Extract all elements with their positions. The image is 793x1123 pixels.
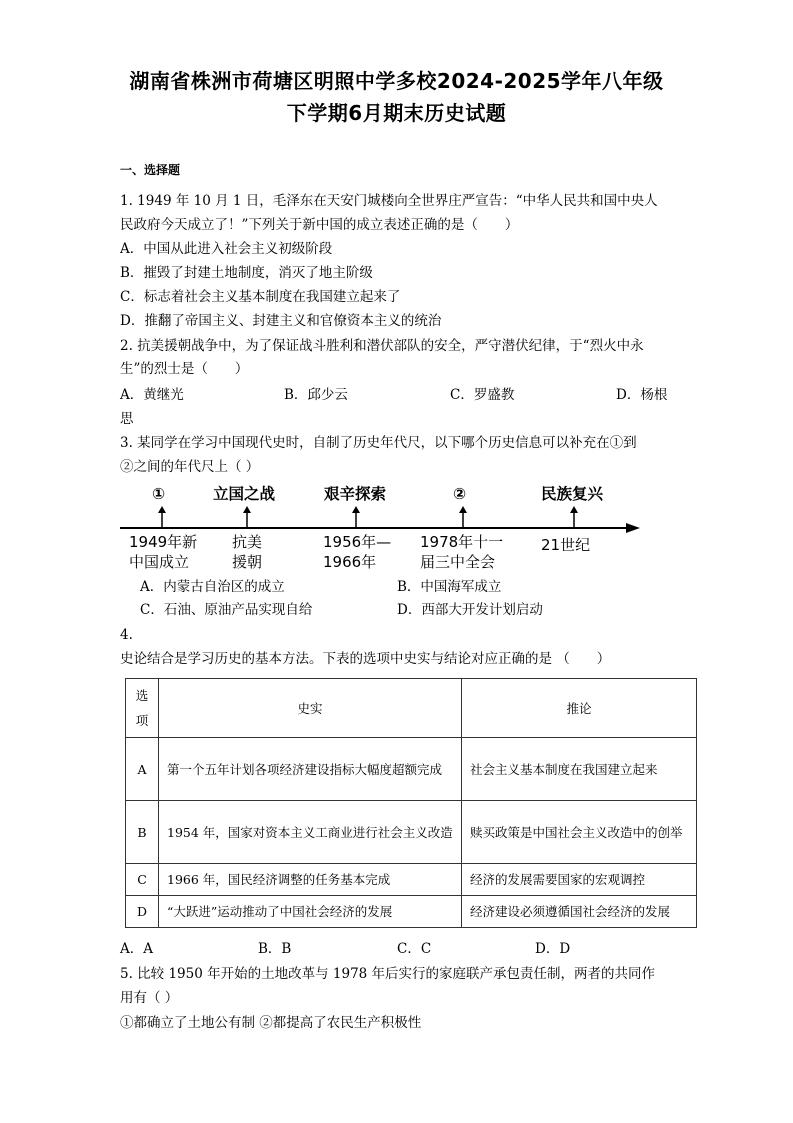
- timeline-label-marker-1: ①: [152, 485, 166, 503]
- q3-option-d: D．西部大开发计划启动: [397, 602, 543, 618]
- table-cell-conclusion: 经济建设必须遵循国社会经济的发展: [462, 896, 697, 928]
- q4-option-a: A．A: [120, 941, 153, 957]
- timeline-tick-2: [243, 506, 251, 528]
- timeline-date-1949-line2: 中国成立: [129, 553, 190, 571]
- timeline-date-korea-line2: 援朝: [232, 553, 263, 571]
- q4-option-d: D．D: [535, 941, 571, 957]
- timeline-label-marker-2: ②: [453, 485, 467, 503]
- timeline-date-1978-line2: 届三中全会: [420, 553, 496, 571]
- q1-stem-line1: 1. 1949 年 10 月 1 日，毛泽东在天安门城楼向全世界庄严宣告：“中华人民共和国中央人: [120, 193, 658, 209]
- table-cell-conclusion: 赎买政策是中国社会主义改造中的创举: [462, 801, 697, 864]
- q2-option-a: A．黄继光: [120, 387, 184, 403]
- timeline-label-war: 立国之战: [213, 485, 276, 503]
- q2-stem-line2: 生”的烈士是（ ）: [120, 361, 249, 377]
- table-cell-conclusion: 社会主义基本制度在我国建立起来: [462, 738, 697, 801]
- q1-option-b: B．摧毁了封建土地制度，消灭了地主阶级: [120, 265, 373, 281]
- q4-option-c: C．C: [397, 941, 432, 957]
- table-cell-fact: 第一个五年计划各项经济建设指标大幅度超额完成: [159, 738, 462, 801]
- table-row: [126, 801, 697, 864]
- q1-stem-line2: 民政府今天成立了！”下列关于新中国的成立表述正确的是（ ）: [120, 217, 519, 233]
- q4-option-b: B．B: [258, 941, 292, 957]
- q2-option-b: B．邱少云: [284, 387, 348, 403]
- q4-number: 4.: [120, 627, 133, 643]
- table-cell-option: A: [126, 738, 159, 801]
- q5-items: ①都确立了土地公有制 ②都提高了农民生产积极性: [120, 1015, 422, 1031]
- table-cell-conclusion: 经济的发展需要国家的宏观调控: [462, 864, 697, 896]
- timeline-tick-4: [459, 506, 467, 528]
- q3-stem-line1: 3. 某同学在学习中国现代史时，自制了历史年代尺，以下哪个历史信息可以补充在①到: [120, 435, 637, 451]
- timeline-tick-1: [158, 506, 166, 528]
- timeline-date-1956-line1: 1956年—: [323, 533, 392, 551]
- table-cell-fact: 1954 年，国家对资本主义工商业进行社会主义改造: [159, 801, 462, 864]
- table-cell-option: D: [126, 896, 159, 928]
- q1-option-a: A．中国从此进入社会主义初级阶段: [120, 241, 333, 257]
- q2-option-c: C．罗盛教: [450, 387, 515, 403]
- table-row: [126, 896, 697, 928]
- q1-option-d: D．推翻了帝国主义、封建主义和官僚资本主义的统治: [120, 313, 442, 329]
- timeline-date-1949-line1: 1949年新: [129, 533, 198, 551]
- q4-stem: 史论结合是学习历史的基本方法。下表的选项中史实与结论对应正确的是 （ ）: [120, 651, 611, 667]
- exam-title-line2: 下学期6月期末历史试题: [286, 101, 507, 125]
- section-heading-choice: 一、选择题: [120, 163, 181, 177]
- timeline-arrowhead: [626, 523, 640, 533]
- table-cell-fact: “大跃进”运动推动了中国社会经济的发展: [159, 896, 462, 928]
- table-cell-option: C: [126, 864, 159, 896]
- timeline-figure: [115, 480, 655, 580]
- q1-option-c: C．标志着社会主义基本制度在我国建立起来了: [120, 289, 401, 305]
- q2-option-d-continued: 思: [120, 411, 134, 427]
- table-header-row: [126, 679, 697, 738]
- timeline-label-exploration: 艰辛探索: [324, 485, 387, 503]
- timeline-label-rejuvenation: 民族复兴: [541, 485, 604, 503]
- timeline-date-1956-line2: 1966年: [323, 553, 377, 571]
- q3-stem-line2: ②之间的年代尺上（ ）: [120, 459, 260, 475]
- q2-option-d: D．杨根: [616, 387, 668, 403]
- q5-stem-line1: 5. 比较 1950 年开始的土地改革与 1978 年后实行的家庭联产承包责任制，两者的共同作: [120, 966, 656, 982]
- timeline-date-korea-line1: 抗美: [232, 533, 263, 551]
- q4-table: [125, 678, 697, 928]
- table-row: [126, 738, 697, 801]
- q5-stem-line2: 用有（ ）: [120, 990, 179, 1006]
- exam-title-line1: 湖南省株洲市荷塘区明照中学多校2024-2025学年八年级: [129, 69, 664, 93]
- timeline-tick-3: [352, 506, 360, 528]
- q2-stem-line1: 2. 抗美援朝战争中，为了保证战斗胜利和潜伏部队的安全，严守潜伏纪律，于“烈火中永: [120, 338, 644, 354]
- table-header-conclusion: 推论: [462, 679, 697, 738]
- table-header-fact: 史实: [159, 679, 462, 738]
- table-row: [126, 864, 697, 896]
- q3-option-b: B．中国海军成立: [397, 579, 502, 595]
- table-header-option: 选 项: [126, 679, 159, 738]
- q3-option-a: A．内蒙古自治区的成立: [140, 579, 285, 595]
- table-cell-fact: 1966 年，国民经济调整的任务基本完成: [159, 864, 462, 896]
- timeline-tick-5: [570, 506, 578, 528]
- timeline-date-21c: 21世纪: [541, 536, 591, 554]
- timeline-date-1978-line1: 1978年十一: [420, 533, 504, 551]
- q3-option-c: C．石油、原油产品实现自给: [140, 602, 313, 618]
- table-cell-option: B: [126, 801, 159, 864]
